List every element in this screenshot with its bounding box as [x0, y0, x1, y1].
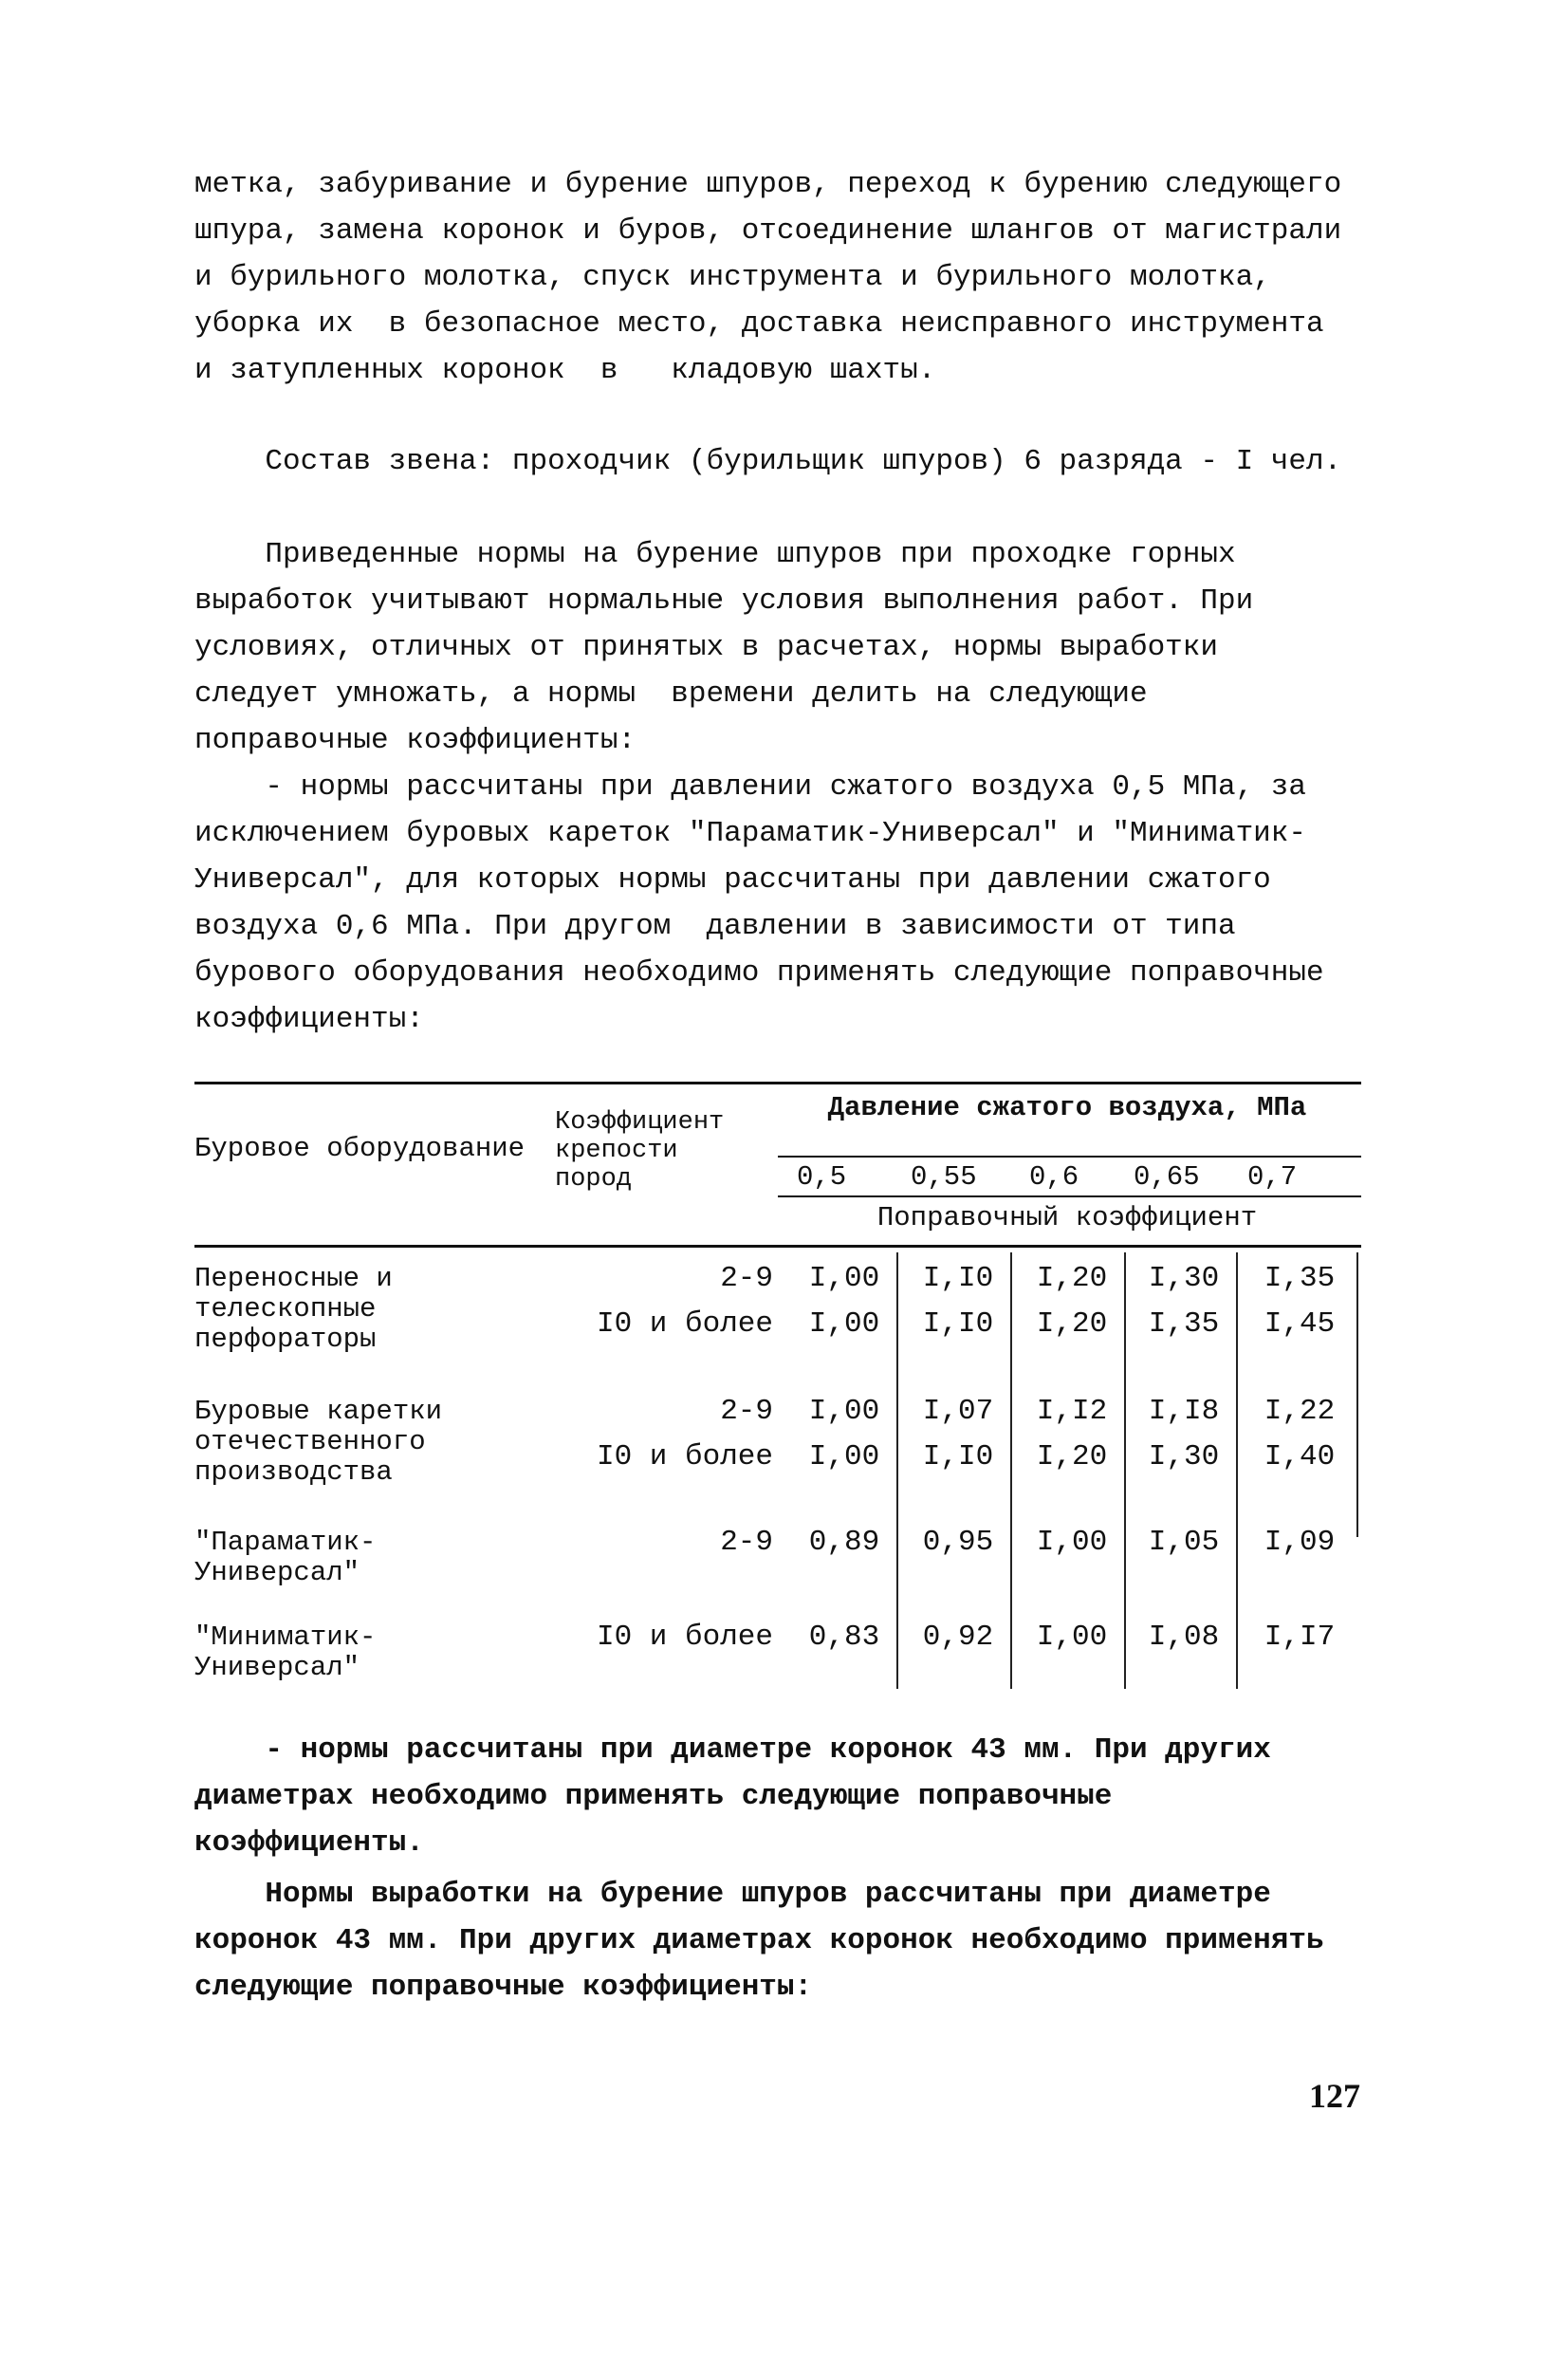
- table-cell: I,00: [808, 1395, 880, 1428]
- row-strength: I0 и более: [596, 1307, 773, 1341]
- row-strength: 2-9: [720, 1262, 773, 1295]
- table-cell: I,09: [1264, 1526, 1336, 1559]
- row-strength: 2-9: [720, 1395, 773, 1428]
- table-cell: I,08: [1148, 1621, 1220, 1654]
- table-cell: I,00: [1036, 1526, 1108, 1559]
- paragraph-norms-conditions: Приведенные нормы на бурение шпуров при проходке горных выработок учитывают нормальные условия выполнения работ. При условиях, отличных от принятых в расчетах, нормы выработки следует умножать, а нормы времени делить на следующие поправочные коэффициенты:: [194, 538, 1271, 757]
- header-pressure-2: 0,6: [1029, 1161, 1079, 1193]
- table-cell: I,00: [808, 1440, 880, 1473]
- header-correction: Поправочный коэффициент: [876, 1202, 1258, 1233]
- table-cell: I,00: [1036, 1621, 1108, 1654]
- header-bottom-rule: [194, 1245, 1361, 1248]
- table-cell: I,00: [808, 1262, 880, 1295]
- header-pressure-3: 0,65: [1134, 1161, 1200, 1193]
- header-pressure-1: 0,55: [911, 1161, 977, 1193]
- row-strength: 2-9: [720, 1526, 773, 1559]
- correction-coefficient-table: [194, 1082, 1366, 1689]
- table-cell: 0,83: [808, 1621, 880, 1654]
- row-strength: I0 и более: [596, 1621, 773, 1654]
- column-separator: [1124, 1252, 1126, 1689]
- table-cell: I,35: [1264, 1262, 1336, 1295]
- table-cell: I,I2: [1036, 1395, 1108, 1428]
- header-air-pressure: Давление сжатого воздуха, МПа: [827, 1092, 1307, 1123]
- table-cell: 0,92: [922, 1621, 994, 1654]
- table-cell: I,35: [1148, 1307, 1220, 1341]
- column-separator: [896, 1252, 898, 1689]
- table-cell: 0,89: [808, 1526, 880, 1559]
- table-cell: I,I7: [1264, 1621, 1336, 1654]
- paragraph-team-composition: Состав звена: проходчик (бурильщик шпуров) 6 разряда - I чел.: [194, 445, 1342, 478]
- table-cell: I,30: [1148, 1262, 1220, 1295]
- paragraph-air-pressure: - нормы рассчитаны при давлении сжатого воздуха 0,5 МПа, за исключением буровых кареток "Параматик-Универсал" и "Миниматик-Универсал", для которых нормы рассчитаны при давлении сжатого воздуха 0,6 МПа. При другом давлении в зависимости от типа бурового оборудования необходимо применять следующие поправочные коэффициенты:: [194, 770, 1342, 1036]
- header-pressure-4: 0,7: [1247, 1161, 1298, 1193]
- row-strength: I0 и более: [596, 1440, 773, 1473]
- table-cell: I,20: [1036, 1307, 1108, 1341]
- paragraph-work-description: метка, забуривание и бурение шпуров, переход к бурению следующего шпура, замена коронок и буров, отсоединение шлангов от магистрали и бурильного молотка, спуск инструмента и бурильного молотка, уборка их в безопасное место, доставка неисправного инструмента и затупленных коронок в кладовую шахты.: [194, 168, 1359, 387]
- table-cell: 0,95: [922, 1526, 994, 1559]
- table-cell: I,30: [1148, 1440, 1220, 1473]
- header-equipment: Буровое оборудование: [194, 1133, 526, 1164]
- row-equipment-label: Буровые каретки отечественного производства: [194, 1396, 443, 1488]
- table-cell: I,I8: [1148, 1395, 1220, 1428]
- table-cell: I,20: [1036, 1440, 1108, 1473]
- header-strength-coefficient: Коэффициент крепости пород: [555, 1108, 725, 1194]
- column-separator: [1010, 1252, 1012, 1689]
- table-cell: I,45: [1264, 1307, 1336, 1341]
- paragraph-crown-diameter: - нормы рассчитаны при диаметре коронок 43 мм. При других диаметрах необходимо применять следующие поправочные коэффициенты.: [194, 1733, 1289, 1860]
- table-top-rule: [194, 1082, 1361, 1084]
- table-cell: I,I0: [922, 1307, 994, 1341]
- table-cell: I,I0: [922, 1262, 994, 1295]
- row-equipment-label: "Миниматик-Универсал": [194, 1621, 377, 1683]
- table-cell: I,22: [1264, 1395, 1336, 1428]
- page-number: 127: [1309, 2077, 1360, 2115]
- table-cell: I,20: [1036, 1262, 1108, 1295]
- header-pressure-0: 0,5: [797, 1161, 847, 1193]
- table-cell: I,05: [1148, 1526, 1220, 1559]
- column-separator: [1356, 1252, 1358, 1537]
- header-inner-rule: [778, 1156, 1361, 1158]
- column-separator: [1236, 1252, 1238, 1689]
- paragraph-crown-diameter-norms: Нормы выработки на бурение шпуров рассчитаны при диаметре коронок 43 мм. При других диаметрах коронок необходимо применять следующие поправочные коэффициенты:: [194, 1878, 1342, 2004]
- row-equipment-label: Переносные и телескопные перфораторы: [194, 1263, 393, 1355]
- header-inner-rule-2: [778, 1195, 1361, 1197]
- table-cell: I,07: [922, 1395, 994, 1428]
- row-equipment-label: "Параматик-Универсал": [194, 1527, 377, 1588]
- table-cell: I,40: [1264, 1440, 1336, 1473]
- table-cell: I,00: [808, 1307, 880, 1341]
- table-cell: I,I0: [922, 1440, 994, 1473]
